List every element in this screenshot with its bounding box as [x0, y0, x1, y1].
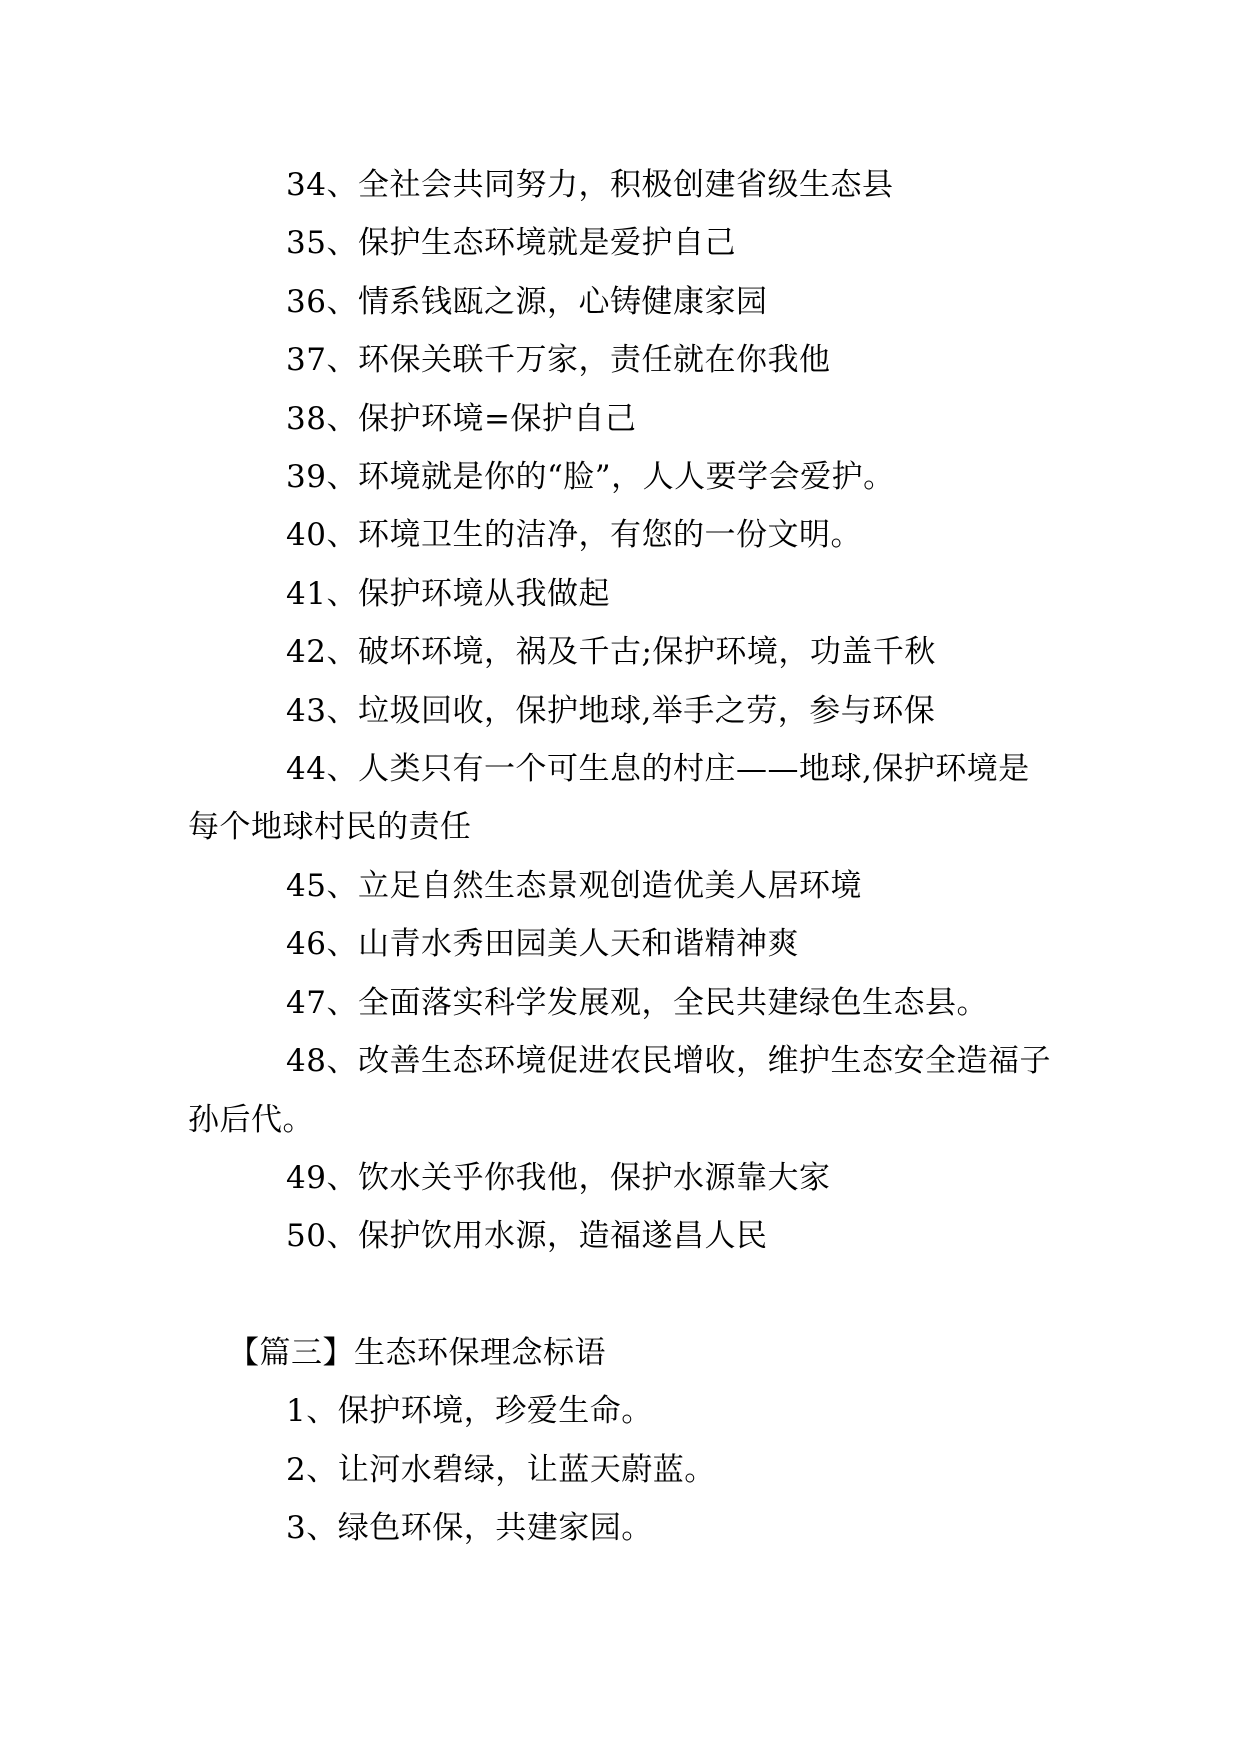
slogan-45: 45、立足自然生态景观创造优美人居环境: [286, 867, 862, 904]
section-spacer: [188, 1266, 1058, 1324]
slogan-37: 37、环保关联千万家，责任就在你我他: [286, 342, 831, 379]
document-body: [188, 156, 1058, 1557]
slogan-46: 46、山青水秀田园美人天和谐精神爽: [286, 926, 799, 963]
slogan-48: 48、改善生态环境促进农民增收，维护生态安全造福子孙后代。: [188, 1043, 1051, 1138]
slogan-50: 50、保护饮用水源，造福遂昌人民: [286, 1218, 768, 1255]
slogan-47: 47、全面落实科学发展观，全民共建绿色生态县。: [286, 984, 988, 1021]
slogan-43: 43、垃圾回收，保护地球,举手之劳，参与环保: [286, 692, 936, 729]
slogan-39: 39、环境就是你的“脸”，人人要学会爱护。: [286, 459, 895, 496]
slogan-41: 41、保护环境从我做起: [286, 575, 610, 612]
section3-item-2: 2、让河水碧绿，让蓝天蔚蓝。: [286, 1451, 716, 1488]
slogan-44: 44、人类只有一个可生息的村庄——地球,保护环境是每个地球村民的责任: [188, 751, 1030, 846]
slogan-42: 42、破坏环境，祸及千古;保护环境，功盖千秋: [286, 634, 936, 671]
slogan-38: 38、保护环境=保护自己: [286, 400, 637, 437]
slogan-34: 34、全社会共同努力，积极创建省级生态县: [286, 167, 894, 203]
slogan-35: 35、保护生态环境就是爱护自己: [286, 225, 736, 262]
section3-item-3: 3、绿色环保，共建家园。: [286, 1509, 653, 1546]
section3-item-1: 1、保护环境，珍爱生命。: [286, 1393, 653, 1430]
slogan-49: 49、饮水关乎你我他，保护水源靠大家: [286, 1159, 831, 1196]
slogan-36: 36、情系钱瓯之源，心铸健康家园: [286, 283, 768, 320]
section-heading: 【篇三】生态环保理念标语: [228, 1334, 606, 1371]
slogan-40: 40、环境卫生的洁净，有您的一份文明。: [286, 517, 862, 554]
